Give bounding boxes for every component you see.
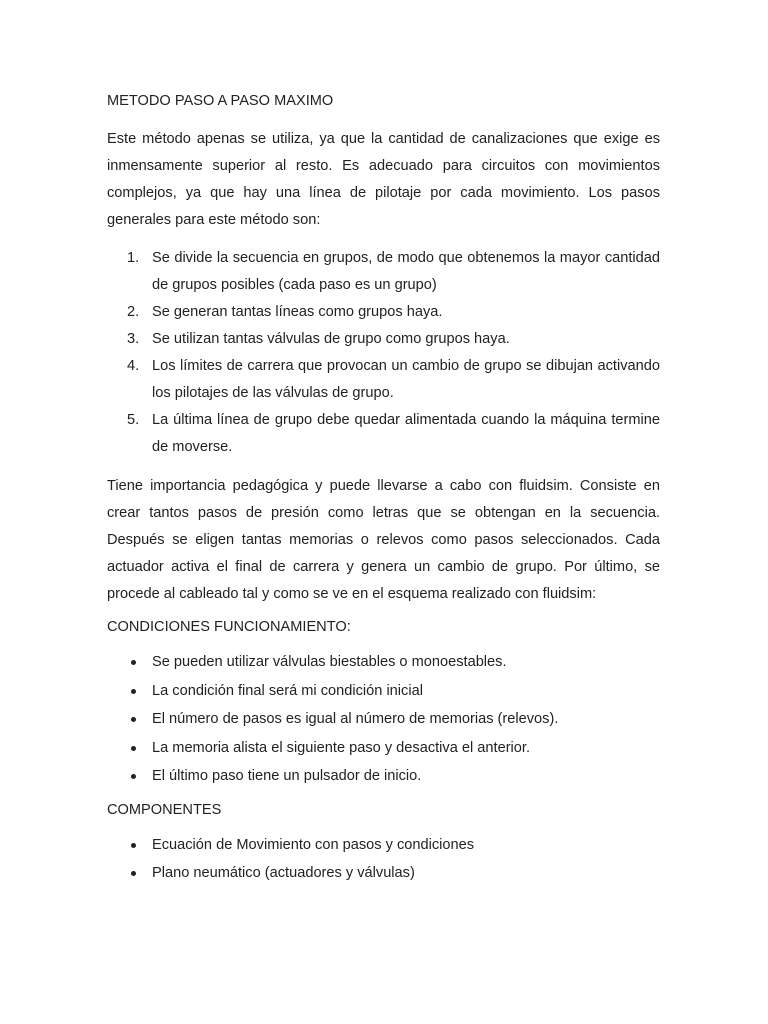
bullet-icon [131,746,136,751]
document-page [107,90,660,888]
list-item: La condición final será mi condición inicial [107,677,660,706]
components-list [107,831,660,888]
bullet-icon [131,774,136,779]
intro-paragraph: Este método apenas se utiliza, ya que la cantidad de canalizaciones que exige es inmensamente superior al resto. Es adecuado para circuitos con movimientos complejos, ya que hay una línea de pilotaje por cada movimiento. Los pasos generales para este método son: [107,131,660,228]
list-item: Se pueden utilizar válvulas biestables o monoestables. [107,648,660,677]
list-item: 4. Los límites de carrera que provocan un cambio de grupo se dibujan activando los pilotajes de las válvulas de grupo. [127,358,660,401]
bullet-icon [131,843,136,848]
bullet-icon [131,717,136,722]
conditions-heading: CONDICIONES FUNCIONAMIENTO: [107,619,351,635]
bullet-icon [131,689,136,694]
list-item: El número de pasos es igual al número de memorias (relevos). [107,705,660,734]
fluidsim-paragraph: Tiene importancia pedagógica y puede llevarse a cabo con fluidsim. Consiste en crear tantos pasos de presión como letras que se obtengan en la secuencia. Después se eligen tantas memorias o relevos como pasos seleccionados. Cada actuador activa el final de carrera y genera un cambio de grupo. Por último, se procede al cableado tal y como se ve en el esquema realizado con fluidsim: [107,478,660,602]
bullet-icon [131,871,136,876]
list-item: El último paso tiene un pulsador de inicio. [107,762,660,791]
components-heading: COMPONENTES [107,801,222,818]
list-item: Plano neumático (actuadores y válvulas) [107,859,660,888]
conditions-list [107,648,660,791]
list-item: 5. La última línea de grupo debe quedar alimentada cuando la máquina termine de moverse. [127,412,660,455]
list-item: 1. Se divide la secuencia en grupos, de modo que obtenemos la mayor cantidad de grupos posibles (cada paso es un grupo) [127,250,660,293]
document-title: METODO PASO A PASO MAXIMO [107,93,334,109]
list-item: La memoria alista el siguiente paso y desactiva el anterior. [107,734,660,763]
list-item: Ecuación de Movimiento con pasos y condiciones [107,831,660,860]
list-item: 2. Se generan tantas líneas como grupos haya. [127,304,443,320]
list-item: 3. Se utilizan tantas válvulas de grupo como grupos haya. [127,331,510,347]
steps-list [107,245,660,461]
bullet-icon [131,660,136,665]
